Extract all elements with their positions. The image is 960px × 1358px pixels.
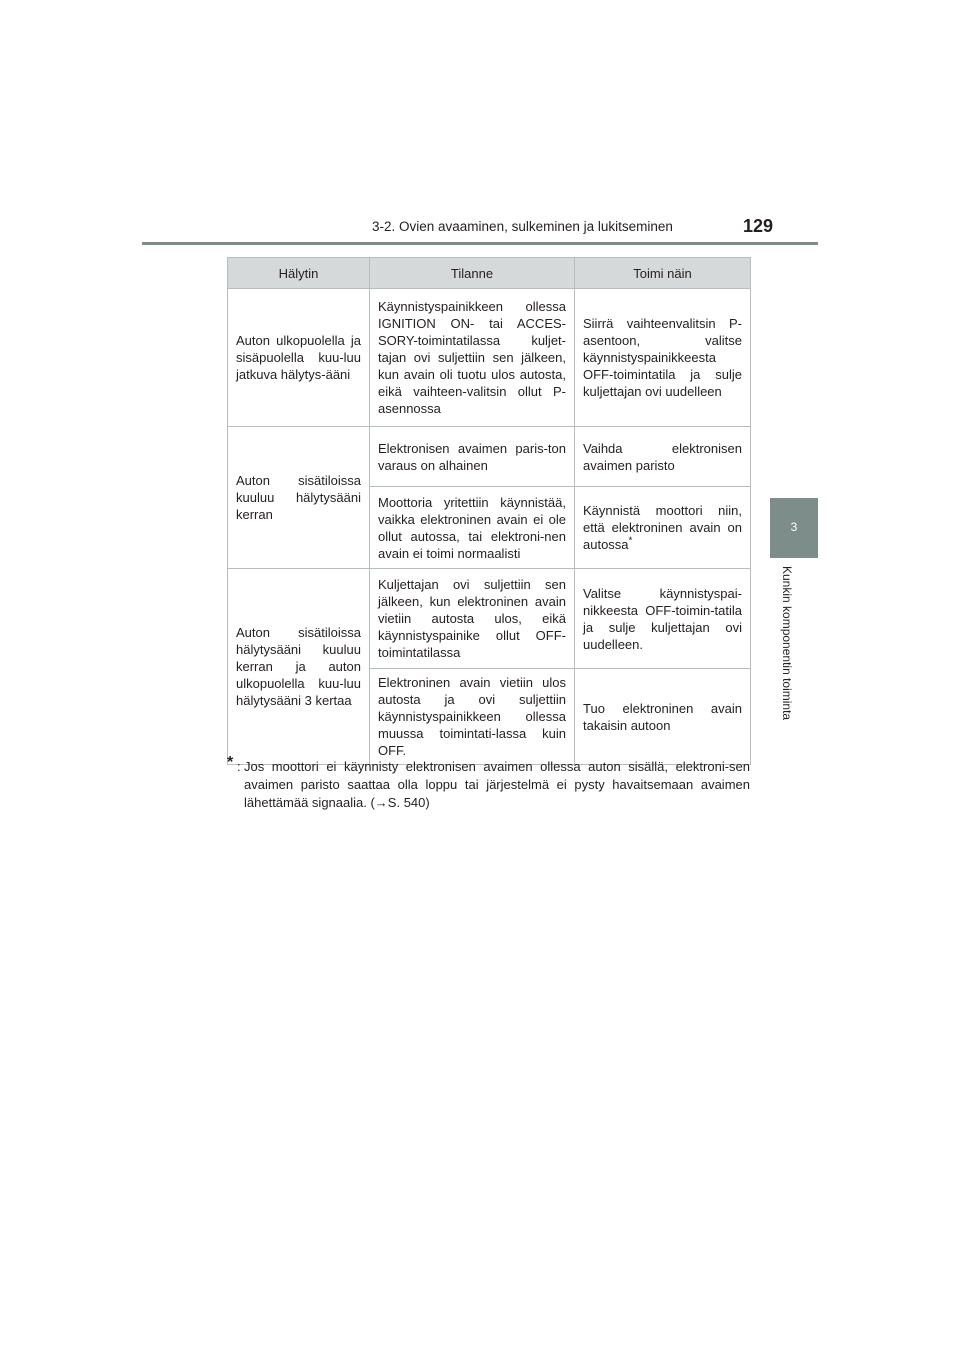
situation-cell: Moottoria yritettiin käynnistää, vaikka elektroninen avain ei ole ollut autossa, tai elektroni-nen avain ei toimi normaalisti [370, 487, 575, 569]
action-text: Käynnistä moottori niin, että elektroninen avain on autossa [583, 503, 742, 552]
situation-cell: Elektroninen avain vietiin ulos autosta ja ovi suljettiin käynnistyspainikkeen ollessa muussa toimintati-lassa kuin OFF. [370, 669, 575, 765]
chapter-label-text: Kunkin komponentin toiminta [780, 566, 794, 721]
table-row [228, 427, 751, 487]
footnote: * : Jos moottori ei käynnisty elektronisen avaimen ollessa auton sisällä, elektroni-sen avaimen paristo saattaa olla loppu tai järjestelmä ei pysty havaitsemaan avaimen lähettämää signaalia. (→S. 540) [227, 754, 750, 810]
footnote-text: Jos moottori ei käynnisty elektronisen avaimen ollessa auton sisällä, elektroni-sen avaimen paristo saattaa olla loppu tai järjestelmä ei pysty havaitsemaan avaimen lähettämää signaalia. (→S. 540) [244, 759, 750, 810]
alarm-table [227, 257, 751, 765]
situation-cell: Elektronisen avaimen paris-ton varaus on alhainen [370, 427, 575, 487]
situation-cell: Käynnistyspainikkeen ollessa IGNITION ON- tai ACCES-SORY-toimintatilassa kuljet-tajan ovi suljettiin sen jälkeen, kun avain oli tuotu ulos autosta, eikä vaihteen-valitsin ollut P-asennossa [370, 289, 575, 427]
table-row [228, 569, 751, 669]
chapter-tab [770, 498, 818, 558]
footnote-mark: * [227, 754, 234, 771]
page-number: 129 [743, 216, 774, 236]
table-header-row [228, 258, 751, 289]
action-cell: Valitse käynnistyspai-nikkeesta OFF-toimin-tatila ja sulje kuljettajan ovi uudelleen. [575, 569, 751, 669]
action-cell [575, 487, 751, 569]
action-cell: Tuo elektroninen avain takaisin autoon [575, 669, 751, 765]
alarm-cell: Auton sisätiloissa hälytysääni kuuluu kerran ja auton ulkopuolella kuu-luu hälytysääni 3 kertaa [228, 569, 370, 765]
alarm-cell: Auton sisätiloissa kuuluu hälytysääni kerran [228, 427, 370, 569]
table-row [228, 289, 751, 427]
column-header-alarm: Hälytin [228, 258, 370, 289]
column-header-situation: Tilanne [370, 258, 575, 289]
action-cell: Siirrä vaihteenvalitsin P-asentoon, valitse käynnistyspainikkeesta OFF-toimintatila ja sulje kuljettajan ovi uudelleen [575, 289, 751, 427]
alarm-cell: Auton ulkopuolella ja sisäpuolella kuu-luu jatkuva hälytys-ääni [228, 289, 370, 427]
action-cell: Vaihda elektronisen avaimen paristo [575, 427, 751, 487]
section-title: 3-2. Ovien avaaminen, sulkeminen ja lukitseminen [372, 219, 673, 234]
situation-cell: Kuljettajan ovi suljettiin sen jälkeen, kun elektroninen avain vietiin autosta ulos, eikä käynnistyspainike ollut OFF-toimintatilassa [370, 569, 575, 669]
footnote-reference: * [628, 535, 633, 547]
header-divider [142, 242, 818, 245]
chapter-number: 3 [790, 520, 798, 534]
chapter-label [780, 566, 803, 756]
column-header-action: Toimi näin [575, 258, 751, 289]
